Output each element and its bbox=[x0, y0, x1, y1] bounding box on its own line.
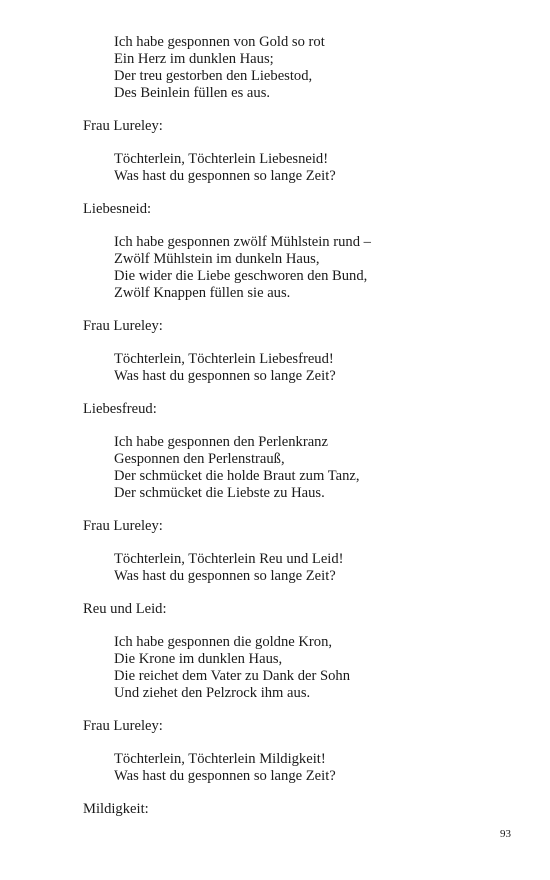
verse-line: Ein Herz im dunklen Haus; bbox=[114, 51, 274, 67]
speaker-label: Frau Lureley: bbox=[83, 318, 163, 334]
verse-line: Der schmücket die Liebste zu Haus. bbox=[114, 485, 325, 501]
verse-line: Zwölf Knappen füllen sie aus. bbox=[114, 285, 291, 301]
verse-line: Der treu gestorben den Liebestod, bbox=[114, 68, 313, 84]
speaker-label: Frau Lureley: bbox=[83, 718, 163, 734]
verse-line: Und ziehet den Pelzrock ihm aus. bbox=[114, 685, 311, 701]
verse-line: Was hast du gesponnen so lange Zeit? bbox=[114, 168, 336, 184]
verse-line: Des Beinlein füllen es aus. bbox=[114, 85, 271, 101]
verse-line: Zwölf Mühlstein im dunkeln Haus, bbox=[114, 251, 320, 267]
speaker-label: Frau Lureley: bbox=[83, 518, 163, 534]
page-number: 93 bbox=[500, 828, 511, 840]
verse-line: Töchterlein, Töchterlein Liebesneid! bbox=[114, 151, 329, 167]
verse-line: Gesponnen den Perlenstrauß, bbox=[114, 451, 285, 467]
speaker-label: Frau Lureley: bbox=[83, 118, 163, 134]
verse-line: Töchterlein, Töchterlein Mildigkeit! bbox=[114, 751, 326, 767]
speaker-label: Reu und Leid: bbox=[83, 601, 167, 617]
verse-line: Töchterlein, Töchterlein Reu und Leid! bbox=[114, 551, 344, 567]
speaker-label: Liebesneid: bbox=[83, 201, 152, 217]
verse-line: Ich habe gesponnen die goldne Kron, bbox=[114, 634, 333, 650]
verse-line: Die reichet dem Vater zu Dank der Sohn bbox=[114, 668, 350, 684]
verse-line: Die Krone im dunklen Haus, bbox=[114, 651, 283, 667]
verse-line: Die wider die Liebe geschworen den Bund, bbox=[114, 268, 368, 284]
verse-line: Der schmücket die holde Braut zum Tanz, bbox=[114, 468, 360, 484]
verse-line: Ich habe gesponnen zwölf Mühlstein rund – bbox=[114, 234, 371, 250]
speaker-label: Mildigkeit: bbox=[83, 801, 149, 817]
verse-line: Ich habe gesponnen den Perlenkranz bbox=[114, 434, 328, 450]
verse-line: Was hast du gesponnen so lange Zeit? bbox=[114, 368, 336, 384]
verse-line: Was hast du gesponnen so lange Zeit? bbox=[114, 768, 336, 784]
verse-line: Ich habe gesponnen von Gold so rot bbox=[114, 34, 325, 50]
verse-line: Was hast du gesponnen so lange Zeit? bbox=[114, 568, 336, 584]
verse-line: Töchterlein, Töchterlein Liebesfreud! bbox=[114, 351, 334, 367]
speaker-label: Liebesfreud: bbox=[83, 401, 157, 417]
